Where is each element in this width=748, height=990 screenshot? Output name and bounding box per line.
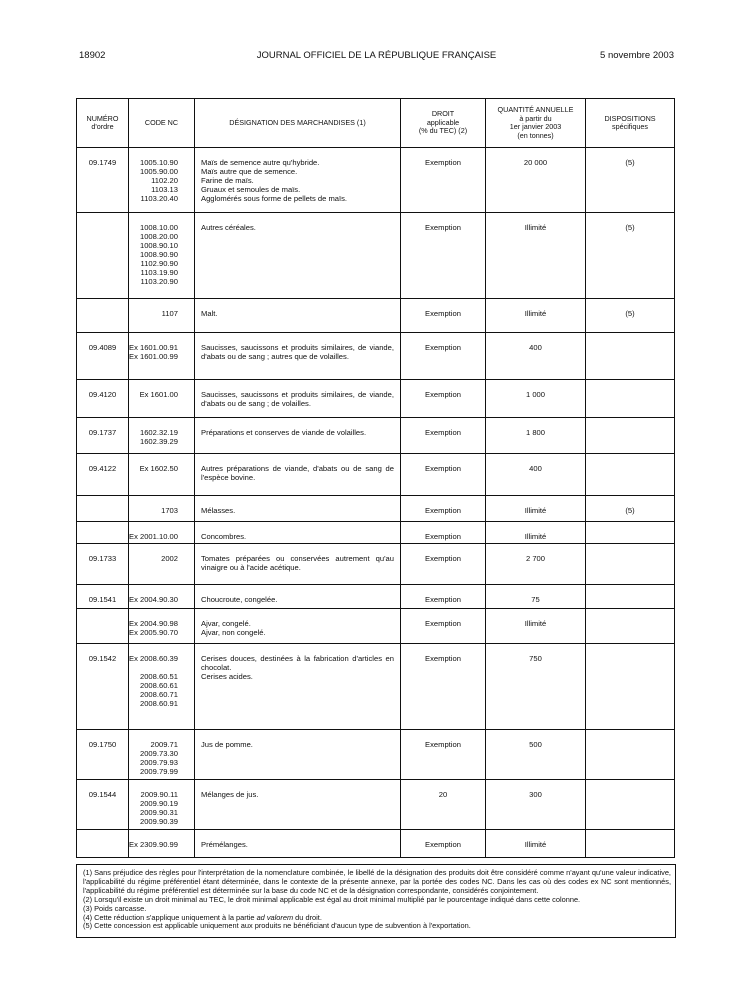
cell-dispositions [586, 418, 675, 454]
cell-code-nc: 1008.10.00 1008.20.00 1008.90.10 1008.90.90 1102.90.90 1103.19.90 1103.20.90 [129, 213, 195, 299]
table-row [77, 585, 675, 609]
cell-code-nc: 2009.90.11 2009.90.19 2009.90.31 2009.90.39 [129, 780, 195, 830]
header-numero: NUMÉRO d'ordre [77, 99, 129, 148]
cell-quantite: 400 [486, 454, 586, 496]
table-row [77, 609, 675, 644]
cell-droit: Exemption [401, 609, 486, 644]
footnotes [76, 864, 676, 938]
cell-code-nc: 1005.10.90 1005.90.00 1102.20 1103.13 1103.20.40 [129, 148, 195, 213]
page-number: 18902 [79, 50, 106, 61]
table-row [77, 454, 675, 496]
cell-numero: 09.1542 [77, 644, 129, 730]
header-designation: DÉSIGNATION DES MARCHANDISES (1) [195, 99, 401, 148]
cell-designation: Mélanges de jus. [195, 780, 401, 830]
page-header [79, 50, 674, 64]
cell-quantite: 2 700 [486, 544, 586, 585]
table-row [77, 544, 675, 585]
cell-quantite: 1 800 [486, 418, 586, 454]
cell-code-nc: Ex 2004.90.98 Ex 2005.90.70 [129, 609, 195, 644]
cell-designation: Ajvar, congelé. Ajvar, non congelé. [195, 609, 401, 644]
header-quantite: QUANTITÉ ANNUELLE à partir du 1er janvier 2003 (en tonnes) [486, 99, 586, 148]
cell-numero [77, 830, 129, 858]
table-row [77, 299, 675, 333]
cell-designation: Choucroute, congelée. [195, 585, 401, 609]
cell-numero [77, 609, 129, 644]
table-row [77, 148, 675, 213]
cell-droit: Exemption [401, 644, 486, 730]
cell-quantite: 300 [486, 780, 586, 830]
table-row [77, 333, 675, 380]
cell-dispositions [586, 544, 675, 585]
cell-quantite: 20 000 [486, 148, 586, 213]
cell-designation: Préparations et conserves de viande de volailles. [195, 418, 401, 454]
footnote-4: (4) Cette réduction s'applique uniquement à la partie ad valorem du droit. [83, 912, 322, 922]
cell-droit: Exemption [401, 299, 486, 333]
cell-quantite: Illimité [486, 522, 586, 544]
cell-quantite: Illimité [486, 213, 586, 299]
cell-quantite: 750 [486, 644, 586, 730]
cell-quantite: 400 [486, 333, 586, 380]
cell-code-nc: 1602.32.19 1602.39.29 [129, 418, 195, 454]
table-row [77, 730, 675, 780]
cell-droit: Exemption [401, 496, 486, 522]
cell-droit: Exemption [401, 380, 486, 418]
cell-designation: Prémélanges. [195, 830, 401, 858]
cell-designation: Saucisses, saucissons et produits similaires, de viande, d'abats ou de sang ; de volailles. [195, 380, 401, 418]
cell-quantite: Illimité [486, 830, 586, 858]
cell-dispositions [586, 644, 675, 730]
cell-dispositions [586, 380, 675, 418]
issue-date: 5 novembre 2003 [600, 50, 674, 61]
table-row [77, 830, 675, 858]
table-row [77, 522, 675, 544]
cell-droit: Exemption [401, 522, 486, 544]
cell-droit: Exemption [401, 585, 486, 609]
cell-dispositions [586, 333, 675, 380]
cell-code-nc: Ex 2004.90.30 [129, 585, 195, 609]
table-row [77, 418, 675, 454]
cell-code-nc: Ex 1601.00.91 Ex 1601.00.99 [129, 333, 195, 380]
footnote-1: (1) Sans préjudice des règles pour l'interprétation de la nomenclature combinée, le libellé de la désignation des produits doit être considéré comme n'ayant qu'une valeur indicative, l'applicabilité du régime préférentiel étant déterminée, dans le contexte de la présente annexe, par la portée des codes NC. Dans les cas où des codes ex NC sont mentionnés, l'applicabilité du régime préférentiel est déterminée sur la base du code NC et de la désignation correspondante, considérés conjointement. [83, 868, 671, 895]
cell-droit: Exemption [401, 148, 486, 213]
cell-droit: Exemption [401, 830, 486, 858]
cell-numero: 09.4089 [77, 333, 129, 380]
cell-droit: Exemption [401, 454, 486, 496]
cell-numero [77, 213, 129, 299]
cell-code-nc: Ex 2001.10.00 [129, 522, 195, 544]
cell-dispositions [586, 780, 675, 830]
cell-quantite: Illimité [486, 496, 586, 522]
cell-designation: Saucisses, saucissons et produits similaires, de viande, d'abats ou de sang ; autres que de volailles. [195, 333, 401, 380]
cell-numero: 09.4120 [77, 380, 129, 418]
cell-code-nc: 1107 [129, 299, 195, 333]
table-row [77, 780, 675, 830]
cell-designation: Cerises douces, destinées à la fabrication d'articles en chocolat. Cerises acides. [195, 644, 401, 730]
cell-droit: Exemption [401, 213, 486, 299]
cell-dispositions: (5) [586, 213, 675, 299]
cell-designation: Tomates préparées ou conservées autrement qu'au vinaigre ou à l'acide acétique. [195, 544, 401, 585]
cell-code-nc: 2002 [129, 544, 195, 585]
cell-droit: Exemption [401, 418, 486, 454]
cell-numero: 09.1737 [77, 418, 129, 454]
cell-numero: 09.1750 [77, 730, 129, 780]
cell-dispositions: (5) [586, 148, 675, 213]
cell-quantite: 500 [486, 730, 586, 780]
cell-quantite: 75 [486, 585, 586, 609]
cell-dispositions [586, 454, 675, 496]
journal-title: JOURNAL OFFICIEL DE LA RÉPUBLIQUE FRANÇAISE [256, 50, 497, 61]
cell-numero [77, 522, 129, 544]
tariff-table [76, 98, 675, 858]
cell-dispositions [586, 730, 675, 780]
footnote-3: (3) Poids carcasse. [83, 903, 147, 913]
cell-numero: 09.1544 [77, 780, 129, 830]
cell-designation: Jus de pomme. [195, 730, 401, 780]
cell-code-nc: Ex 1602.50 [129, 454, 195, 496]
table-row [77, 644, 675, 730]
cell-code-nc: Ex 2309.90.99 [129, 830, 195, 858]
cell-designation: Maïs de semence autre qu'hybride. Maïs autre que de semence. Farine de maïs. Gruaux et semoules de maïs. Agglomérés sous forme de pellets de maïs. [195, 148, 401, 213]
cell-quantite: 1 000 [486, 380, 586, 418]
cell-dispositions: (5) [586, 299, 675, 333]
header-droit: DROIT applicable (% du TEC) (2) [401, 99, 486, 148]
cell-dispositions [586, 522, 675, 544]
cell-droit: 20 [401, 780, 486, 830]
cell-numero: 09.1749 [77, 148, 129, 213]
header-code-nc: CODE NC [129, 99, 195, 148]
cell-dispositions: (5) [586, 496, 675, 522]
table-header-row [77, 99, 675, 148]
footnote-2: (2) Lorsqu'il existe un droit minimal au TEC, le droit minimal applicable est égal au droit minimal multiplié par le pourcentage indiqué dans cette colonne. [83, 894, 581, 904]
table-row [77, 380, 675, 418]
table-row [77, 496, 675, 522]
cell-numero: 09.1541 [77, 585, 129, 609]
cell-numero: 09.4122 [77, 454, 129, 496]
cell-designation: Malt. [195, 299, 401, 333]
cell-droit: Exemption [401, 544, 486, 585]
cell-designation: Autres céréales. [195, 213, 401, 299]
header-dispositions: DISPOSITIONS spécifiques [586, 99, 675, 148]
cell-dispositions [586, 609, 675, 644]
cell-code-nc: Ex 1601.00 [129, 380, 195, 418]
cell-droit: Exemption [401, 730, 486, 780]
cell-quantite: Illimité [486, 299, 586, 333]
cell-droit: Exemption [401, 333, 486, 380]
cell-designation: Autres préparations de viande, d'abats ou de sang de l'espèce bovine. [195, 454, 401, 496]
table-row [77, 213, 675, 299]
cell-numero [77, 299, 129, 333]
cell-quantite: Illimité [486, 609, 586, 644]
cell-designation: Concombres. [195, 522, 401, 544]
cell-code-nc: 2009.71 2009.73.30 2009.79.93 2009.79.99 [129, 730, 195, 780]
footnote-5: (5) Cette concession est applicable uniquement aux produits ne bénéficiant d'aucun type de subvention à l'exportation. [83, 921, 471, 931]
cell-designation: Mélasses. [195, 496, 401, 522]
cell-numero: 09.1733 [77, 544, 129, 585]
cell-code-nc: 1703 [129, 496, 195, 522]
cell-dispositions [586, 585, 675, 609]
cell-numero [77, 496, 129, 522]
cell-code-nc: Ex 2008.60.39 2008.60.51 2008.60.61 2008.60.71 2008.60.91 [129, 644, 195, 730]
cell-dispositions [586, 830, 675, 858]
